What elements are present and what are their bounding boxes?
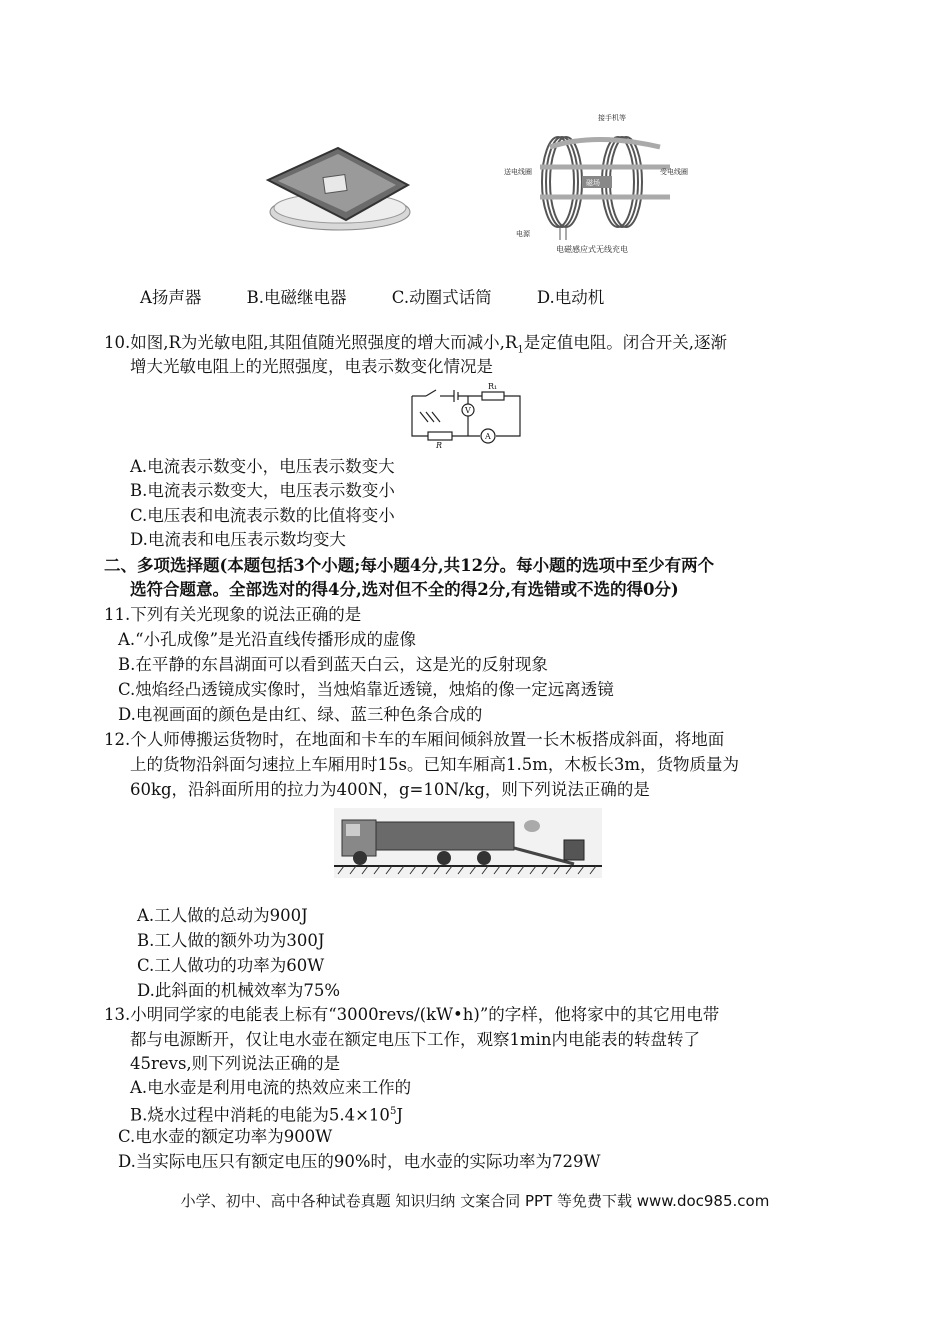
label-v: V: [465, 406, 471, 415]
label-rx-device: 接手机等: [598, 114, 626, 122]
q13-option-b: B.烧水过程中消耗的电能为$5.4\times 10^5J$: [130, 1105, 403, 1125]
label-r: R: [436, 441, 443, 450]
q13-stem-line2: 都与电源断开，仅让电水壶在额定电压下工作，观察1min内电能表的转盘转了: [130, 1030, 701, 1049]
q11-stem: 11.下列有关光现象的说法正确的是: [104, 605, 362, 624]
q12-option-b: B.工人做的额外功为300J: [137, 931, 325, 950]
q10-option-c: C.电压表和电流表示数的比值将变小: [130, 506, 395, 525]
q12-option-c: C.工人做功的功率为60W: [137, 956, 325, 975]
q9-option-c: C.动圈式话筒: [391, 288, 492, 307]
phone-charger-figure: [258, 140, 418, 240]
label-a: A: [485, 432, 491, 441]
label-caption: 电磁感应式无线充电: [556, 245, 628, 254]
q12-option-d: D.此斜面的机械效率为75%: [137, 981, 341, 1000]
q12-option-a: A.工人做的总动为900J: [137, 906, 308, 925]
q13-stem-line1: 13.小明同学家的电能表上标有“3000revs/(kW•h)”的字样，他将家中的其它用电带: [104, 1005, 720, 1024]
q11-option-c: C.烛焰经凸透镜成实像时，当烛焰靠近透镜，烛焰的像一定远离透镜: [118, 680, 614, 699]
q10-stem-line1: 10.如图,R为光敏电阻,其阻值随光照强度的增大而减小$,R_1$是定值电阻。闭合开关,逐渐: [104, 333, 727, 356]
q11-option-b: B.在平静的东昌湖面可以看到蓝天白云，这是光的反射现象: [118, 655, 548, 674]
q12-stem-line2: 上的货物沿斜面匀速拉上车厢用时15s。已知车厢高1.5m，木板长3m，货物质量为: [130, 755, 739, 774]
q13-option-d: D.当实际电压只有额定电压的90%时，电水壶的实际功率为729W: [118, 1152, 601, 1171]
wireless-coils-figure: [500, 112, 700, 262]
q10-option-b: B.电流表示数变大，电压表示数变小: [130, 481, 395, 500]
q12-stem-line1: 12.个人师傅搬运货物时，在地面和卡车的车厢间倾斜放置一长木板搭成斜面，将地面: [104, 730, 725, 749]
section2-heading-line1: 二、多项选择题(本题包括3个小题;每小题4分,共12分。每小题的选项中至少有两个: [104, 556, 715, 575]
q10-circuit-diagram: [406, 378, 526, 450]
q13-option-a: A.电水壶是利用电流的热效应来工作的: [130, 1078, 412, 1097]
page-footer: 小学、初中、高中各种试卷真题 知识归纳 文案合同 PPT 等免费下载 www.doc985.com: [180, 1192, 770, 1210]
q10-option-a: A.电流表示数变小，电压表示数变大: [130, 457, 395, 476]
section2-heading-line2: 选符合题意。全部选对的得4分,选对但不全的得2分,有选错或不选的得0分): [130, 580, 679, 599]
q11-option-d: D.电视画面的颜色是由红、绿、蓝三种色条合成的: [118, 705, 483, 724]
q9-option-a: A扬声器: [140, 288, 202, 307]
truck-ramp-figure: [334, 808, 602, 878]
q9-option-b: B.电磁继电器: [246, 288, 347, 307]
label-r1: R₁: [488, 382, 498, 391]
label-source: 电源: [516, 230, 530, 238]
q13-stem-line3: 45revs,则下列说法正确的是: [130, 1054, 341, 1073]
label-tx-coil: 送电线圈: [504, 168, 532, 176]
q9-option-d: D.电动机: [536, 288, 605, 307]
q13-option-c: C.电水壶的额定功率为900W: [118, 1127, 333, 1146]
q9-options: [140, 287, 644, 309]
q10-option-d: D.电流表和电压表示数均变大: [130, 530, 346, 549]
q10-stem-line2: 增大光敏电阻上的光照强度，电表示数变化情况是: [130, 357, 493, 376]
q12-stem-line3: 60kg，沿斜面所用的拉力为400N，g=10N/kg，则下列说法正确的是: [130, 780, 650, 799]
label-rx-coil: 受电线圈: [660, 168, 688, 176]
label-field: 磁场: [586, 179, 600, 187]
q11-option-a: A.“小孔成像”是光沿直线传播形成的虚像: [118, 630, 417, 649]
